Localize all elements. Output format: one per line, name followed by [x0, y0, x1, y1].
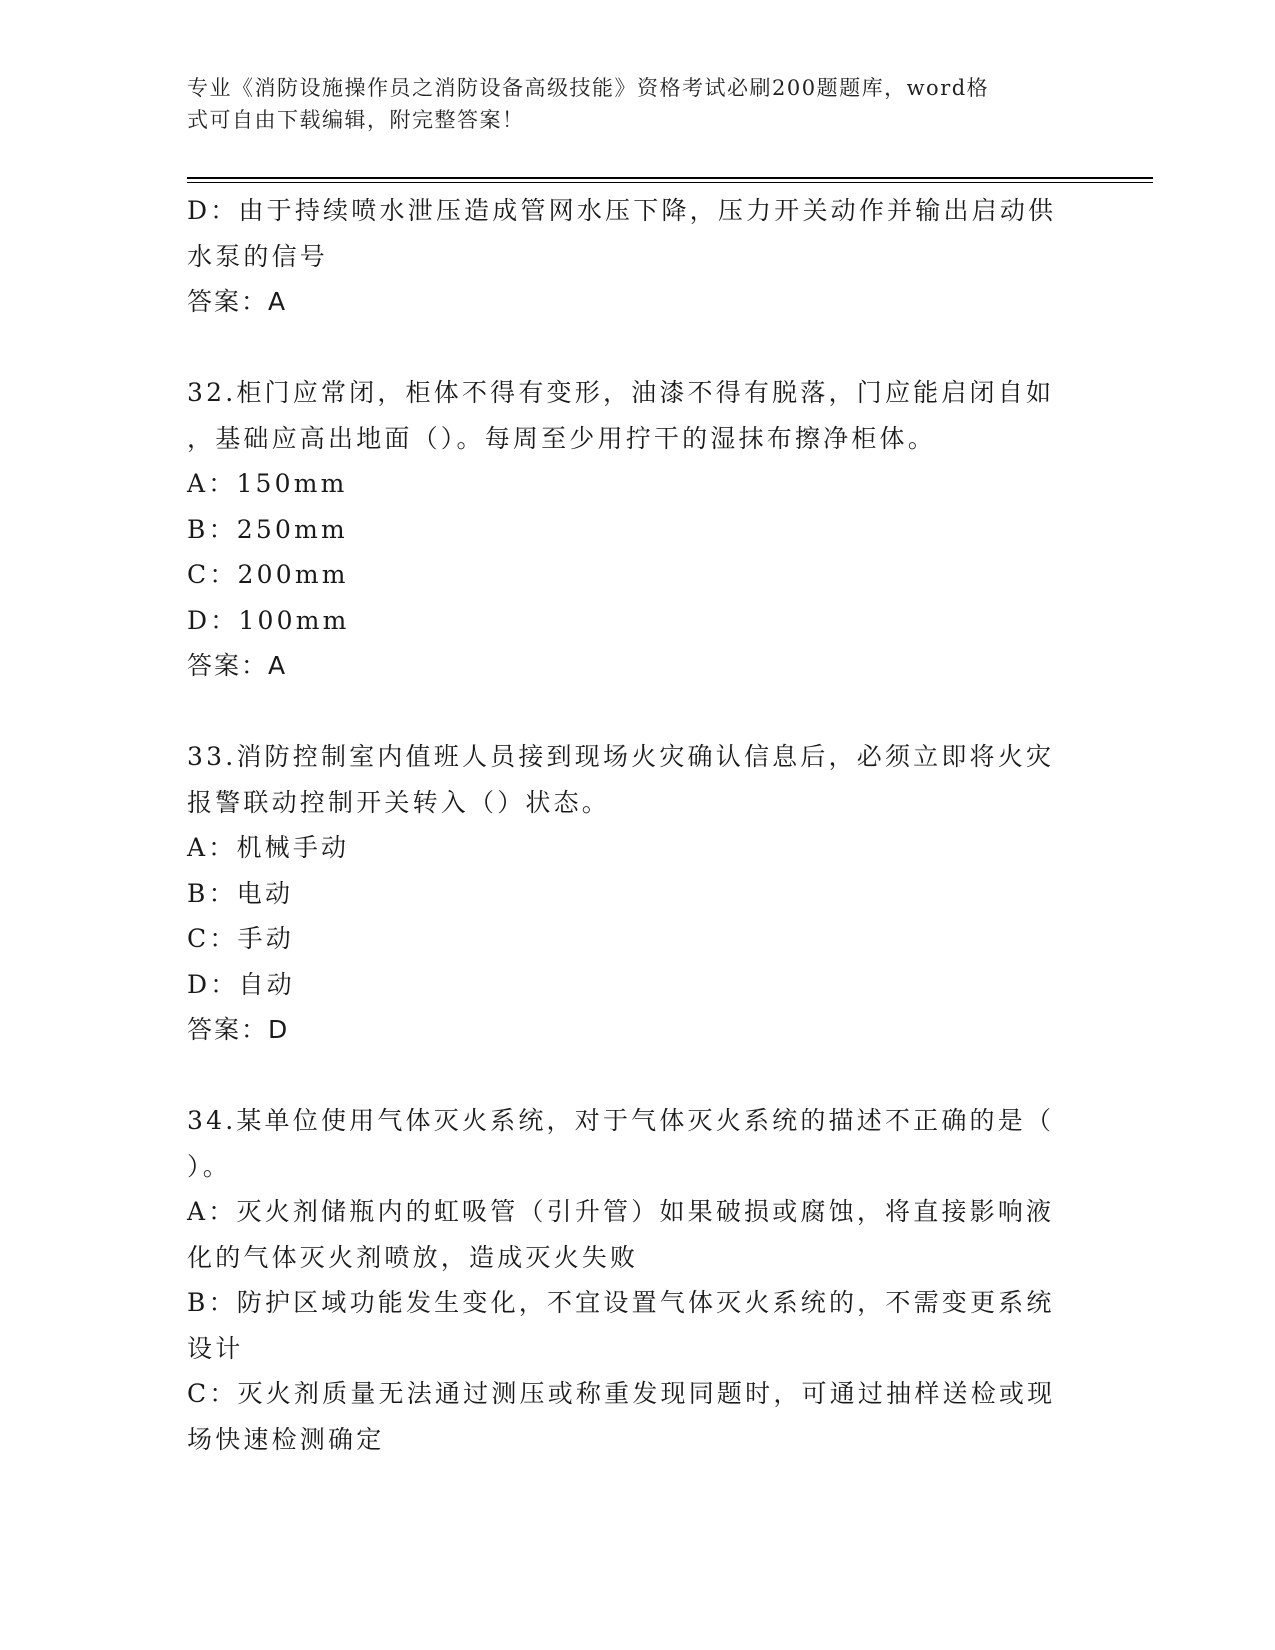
q33-option-d: D：自动	[187, 969, 295, 999]
question-32	[187, 370, 1067, 689]
q32-answer: 答案：A	[187, 651, 288, 680]
q32-option-c: C：200mm	[187, 560, 349, 589]
page-header	[187, 72, 1067, 136]
header-divider-thin	[187, 182, 1153, 183]
header-line-2: 式可自由下载编辑，附完整答案！	[187, 108, 525, 132]
question-content	[187, 188, 1067, 1462]
q34-option-b-line-1: B：防护区域功能发生变化，不宜设置气体灭火系统的，不需变更系统	[187, 1288, 1055, 1317]
q32-stem-line-2: ，基础应高出地面（）。每周至少用拧干的湿抹布擦净柜体。	[187, 423, 936, 453]
q31-answer: 答案：A	[187, 287, 288, 316]
q33-option-c: C：手动	[187, 924, 294, 953]
q34-stem-line-2: ）。	[187, 1151, 231, 1181]
q33-option-a: A：机械手动	[187, 833, 350, 862]
q32-option-d: D：100mm	[187, 605, 350, 635]
q32-option-b: B：250mm	[187, 514, 348, 544]
header-line-1: 专业《消防设施操作员之消防设备高级技能》资格考试必刷200题题库，word格	[187, 76, 990, 100]
spacer	[187, 689, 1067, 735]
q34-stem-line-1: 34.某单位使用气体灭火系统，对于气体灭火系统的描述不正确的是（	[187, 1106, 1055, 1135]
q34-option-c-line-1: C：灭火剂质量无法通过测压或称重发现同题时，可通过抽样送检或现	[187, 1379, 1056, 1408]
q33-option-b: B：电动	[187, 878, 294, 908]
q32-option-a: A：150mm	[187, 469, 348, 498]
question-33	[187, 734, 1067, 1053]
question-34	[187, 1098, 1067, 1462]
question-31-tail	[187, 188, 1067, 325]
header-divider-thick	[187, 177, 1153, 179]
q31-option-d-line-2: 水泵的信号	[187, 241, 329, 271]
q32-stem-line-1: 32.柜门应常闭，柜体不得有变形，油漆不得有脱落，门应能启闭自如	[187, 378, 1055, 407]
q34-option-c-line-2: 场快速检测确定	[187, 1424, 385, 1454]
q34-option-a-line-1: A：灭火剂储瓶内的虹吸管（引升管）如果破损或腐蚀，将直接影响液	[187, 1197, 1055, 1226]
q34-option-a-line-2: 化的气体灭火剂喷放，造成灭火失败	[187, 1242, 639, 1272]
spacer	[187, 1053, 1067, 1099]
q33-stem-line-1: 33.消防控制室内值班人员接到现场火灾确认信息后，必须立即将火灾	[187, 742, 1055, 771]
q33-stem-line-2: 报警联动控制开关转入（）状态。	[187, 787, 611, 817]
q31-option-d-line-1: D：由于持续喷水泄压造成管网水压下降，压力开关动作并输出启动供	[187, 196, 1057, 225]
q33-answer: 答案：D	[187, 1015, 290, 1044]
q34-option-b-line-2: 设计	[187, 1333, 244, 1363]
spacer	[187, 325, 1067, 371]
